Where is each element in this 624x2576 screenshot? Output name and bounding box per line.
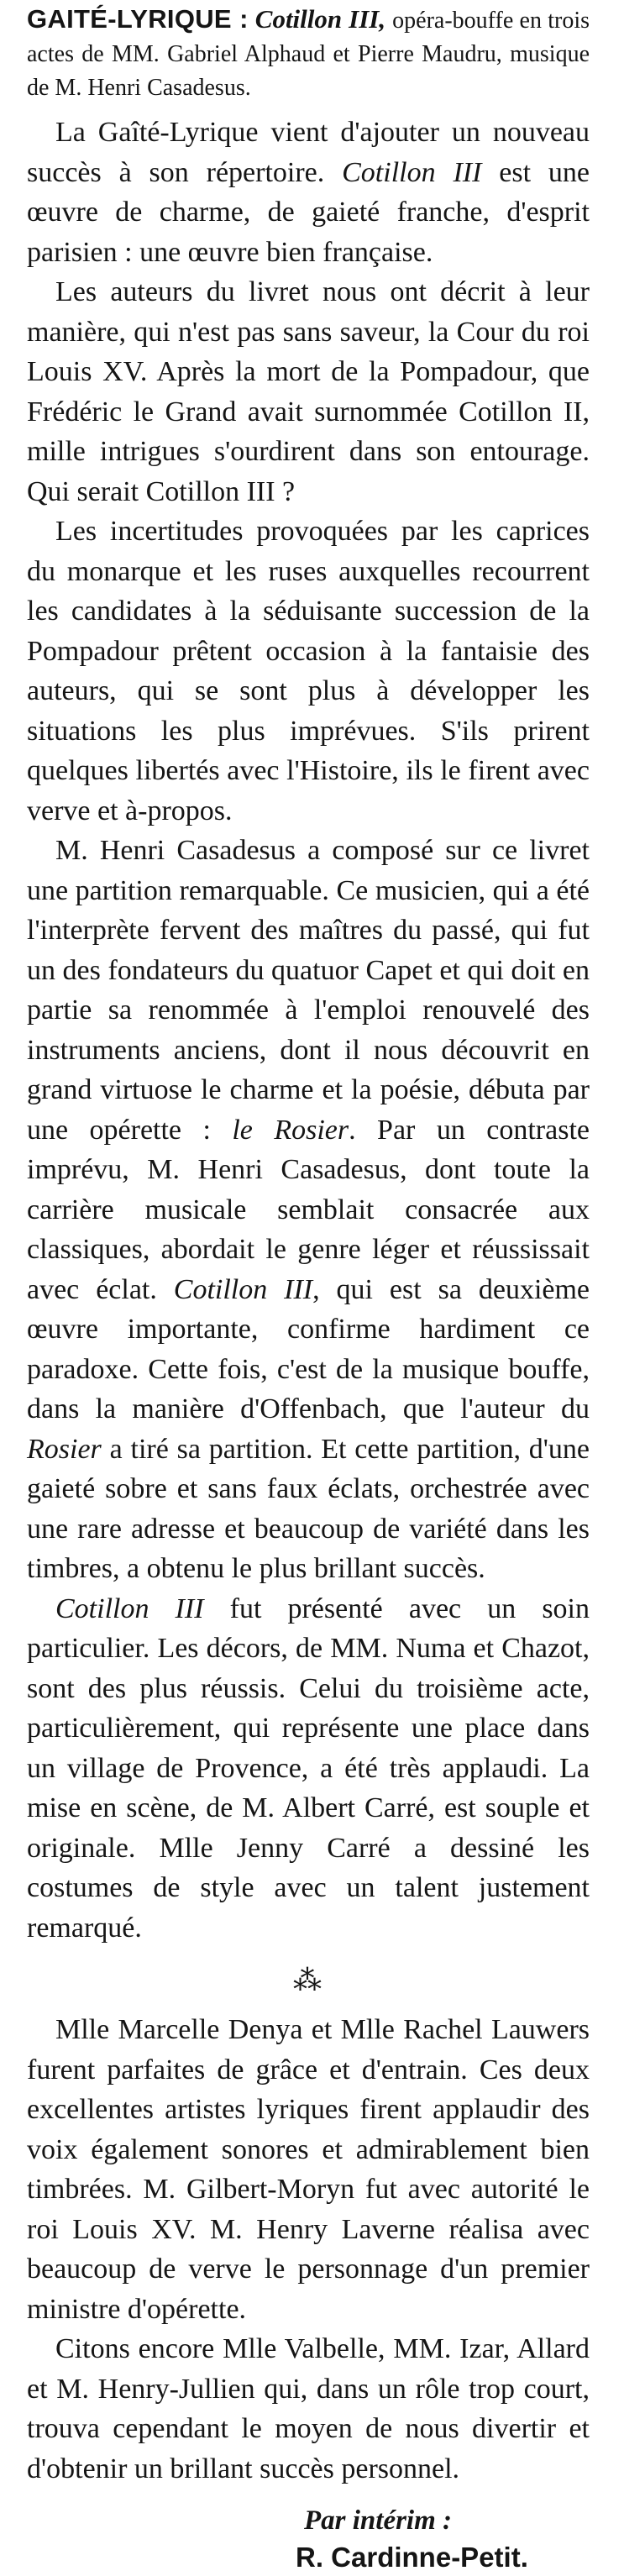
article-body [27,113,590,1948]
venue-name: GAITÉ-LYRIQUE : [27,4,249,34]
paragraph [27,1589,590,1949]
work-description: opéra-bouffe en trois actes de MM. Gabriel Alphaud et Pierre Maudru, musique de M. Henri Casadesus. [27,8,590,101]
paragraph [27,113,590,272]
paragraph-text: Les incertitudes provoquées par les caprices du monarque et les ruses auxquelles recourrent les candidates à la séduisante succession de la Pompadour prêtent occasion à la fantaisie des auteurs, qui se sont plus à développer les situations les plus imprévues. S'ils prirent quelques libertés avec l'Histoire, ils le firent avec verve et à-propos. [27,516,590,826]
paragraph-text: . Par un contraste imprévu, M. Henri Casadesus, dont toute la carrière musicale semblait consacrée aux classiques, abordait le genre léger et réussissait avec éclat. [27,1114,590,1305]
article-header [27,3,590,104]
paragraph [27,2329,590,2489]
paragraph-text: fut présenté avec un soin particulier. Les décors, de MM. Numa et Chazot, sont des plus réussis. Celui du troisième acte, particulièrement, qui représente une place dans un village de Provence, a été très applaudi. La mise en scène, de M. Albert Carré, est souple et originale. Mlle Jenny Carré a dessiné les costumes de style avec un talent justement remarqué. [27,1592,590,1944]
newspaper-column [27,0,590,2573]
signature-block [27,2502,590,2576]
paragraph-text: , qui est sa deuxième œuvre importante, confirme hardiment ce paradoxe. Cette fois, c'est de la musique bouffe, dans la manière d'Offenbach, que l'auteur du [27,1273,590,1424]
signature-name: R. Cardinne-Petit. [296,2542,528,2573]
italic-title-text: Rosier [27,1433,102,1465]
paragraph-text: Mlle Marcelle Denya et Mlle Rachel Lauwers furent parfaites de grâce et d'entrain. Ces deux excellentes artistes lyriques firent applaudir des voix également sonores et admirablement bien timbrées. M. Gilbert-Moryn fut avec autorité le roi Louis XV. M. Henry Laverne réalisa avec beaucoup de verve le personnage d'un premier ministre d'opérette. [27,2014,590,2325]
paragraph-text: a tiré sa partition. Et cette partition, d'une gaieté sobre et sans faux éclats, orchestrée avec une rare adresse et beaucoup de variété dans les timbres, a obtenu le plus brillant succès. [27,1433,590,1584]
paragraph [27,272,590,512]
italic-title-text: Cotillon III [173,1273,313,1305]
paragraph [27,512,590,831]
paragraph [27,2010,590,2329]
italic-title-text: Cotillon III [55,1592,204,1624]
italic-title-text: le Rosier [232,1114,349,1146]
article-body-continued [27,2010,590,2489]
paragraph-text: M. Henri Casadesus a composé sur ce livret une partition remarquable. Ce musicien, qui a été l'interprète fervent des maîtres du passé, qui fut un des fondateurs du quatuor Capet et qui doit en partie sa renommée à l'emploi renouvelé des instruments anciens, dont il nous découvrit en grand virtuose le charme et la poésie, débuta par une opérette : [27,835,590,1146]
paragraph [27,831,590,1589]
work-title: Cotillon III, [254,4,386,34]
paragraph-text: La Gaîté-Lyrique vient d'ajouter un nouveau succès à son répertoire. [27,117,590,188]
theatre-review-article [27,0,590,2576]
signature-role: Par intérim : [304,2505,453,2536]
section-separator: ⁂ [293,1965,323,1996]
paragraph-text: Les auteurs du livret nous ont décrit à leur manière, qui n'est pas sans saveur, la Cour du roi Louis XV. Après la mort de la Pompadour, que Frédéric le Grand avait surnommée Cotillon II, mille intrigues s'ourdirent dans son entourage. Qui serait Cotillon III ? [27,276,590,507]
italic-title-text: Cotillon III [342,156,482,188]
paragraph-text: est une œuvre de charme, de gaieté franche, d'esprit parisien : une œuvre bien française. [27,156,590,268]
paragraph-text: Citons encore Mlle Valbelle, MM. Izar, Allard et M. Henry-Jullien qui, dans un rôle trop court, trouva cependant le moyen de nous divertir et d'obtenir un brillant succès personnel. [27,2333,590,2484]
